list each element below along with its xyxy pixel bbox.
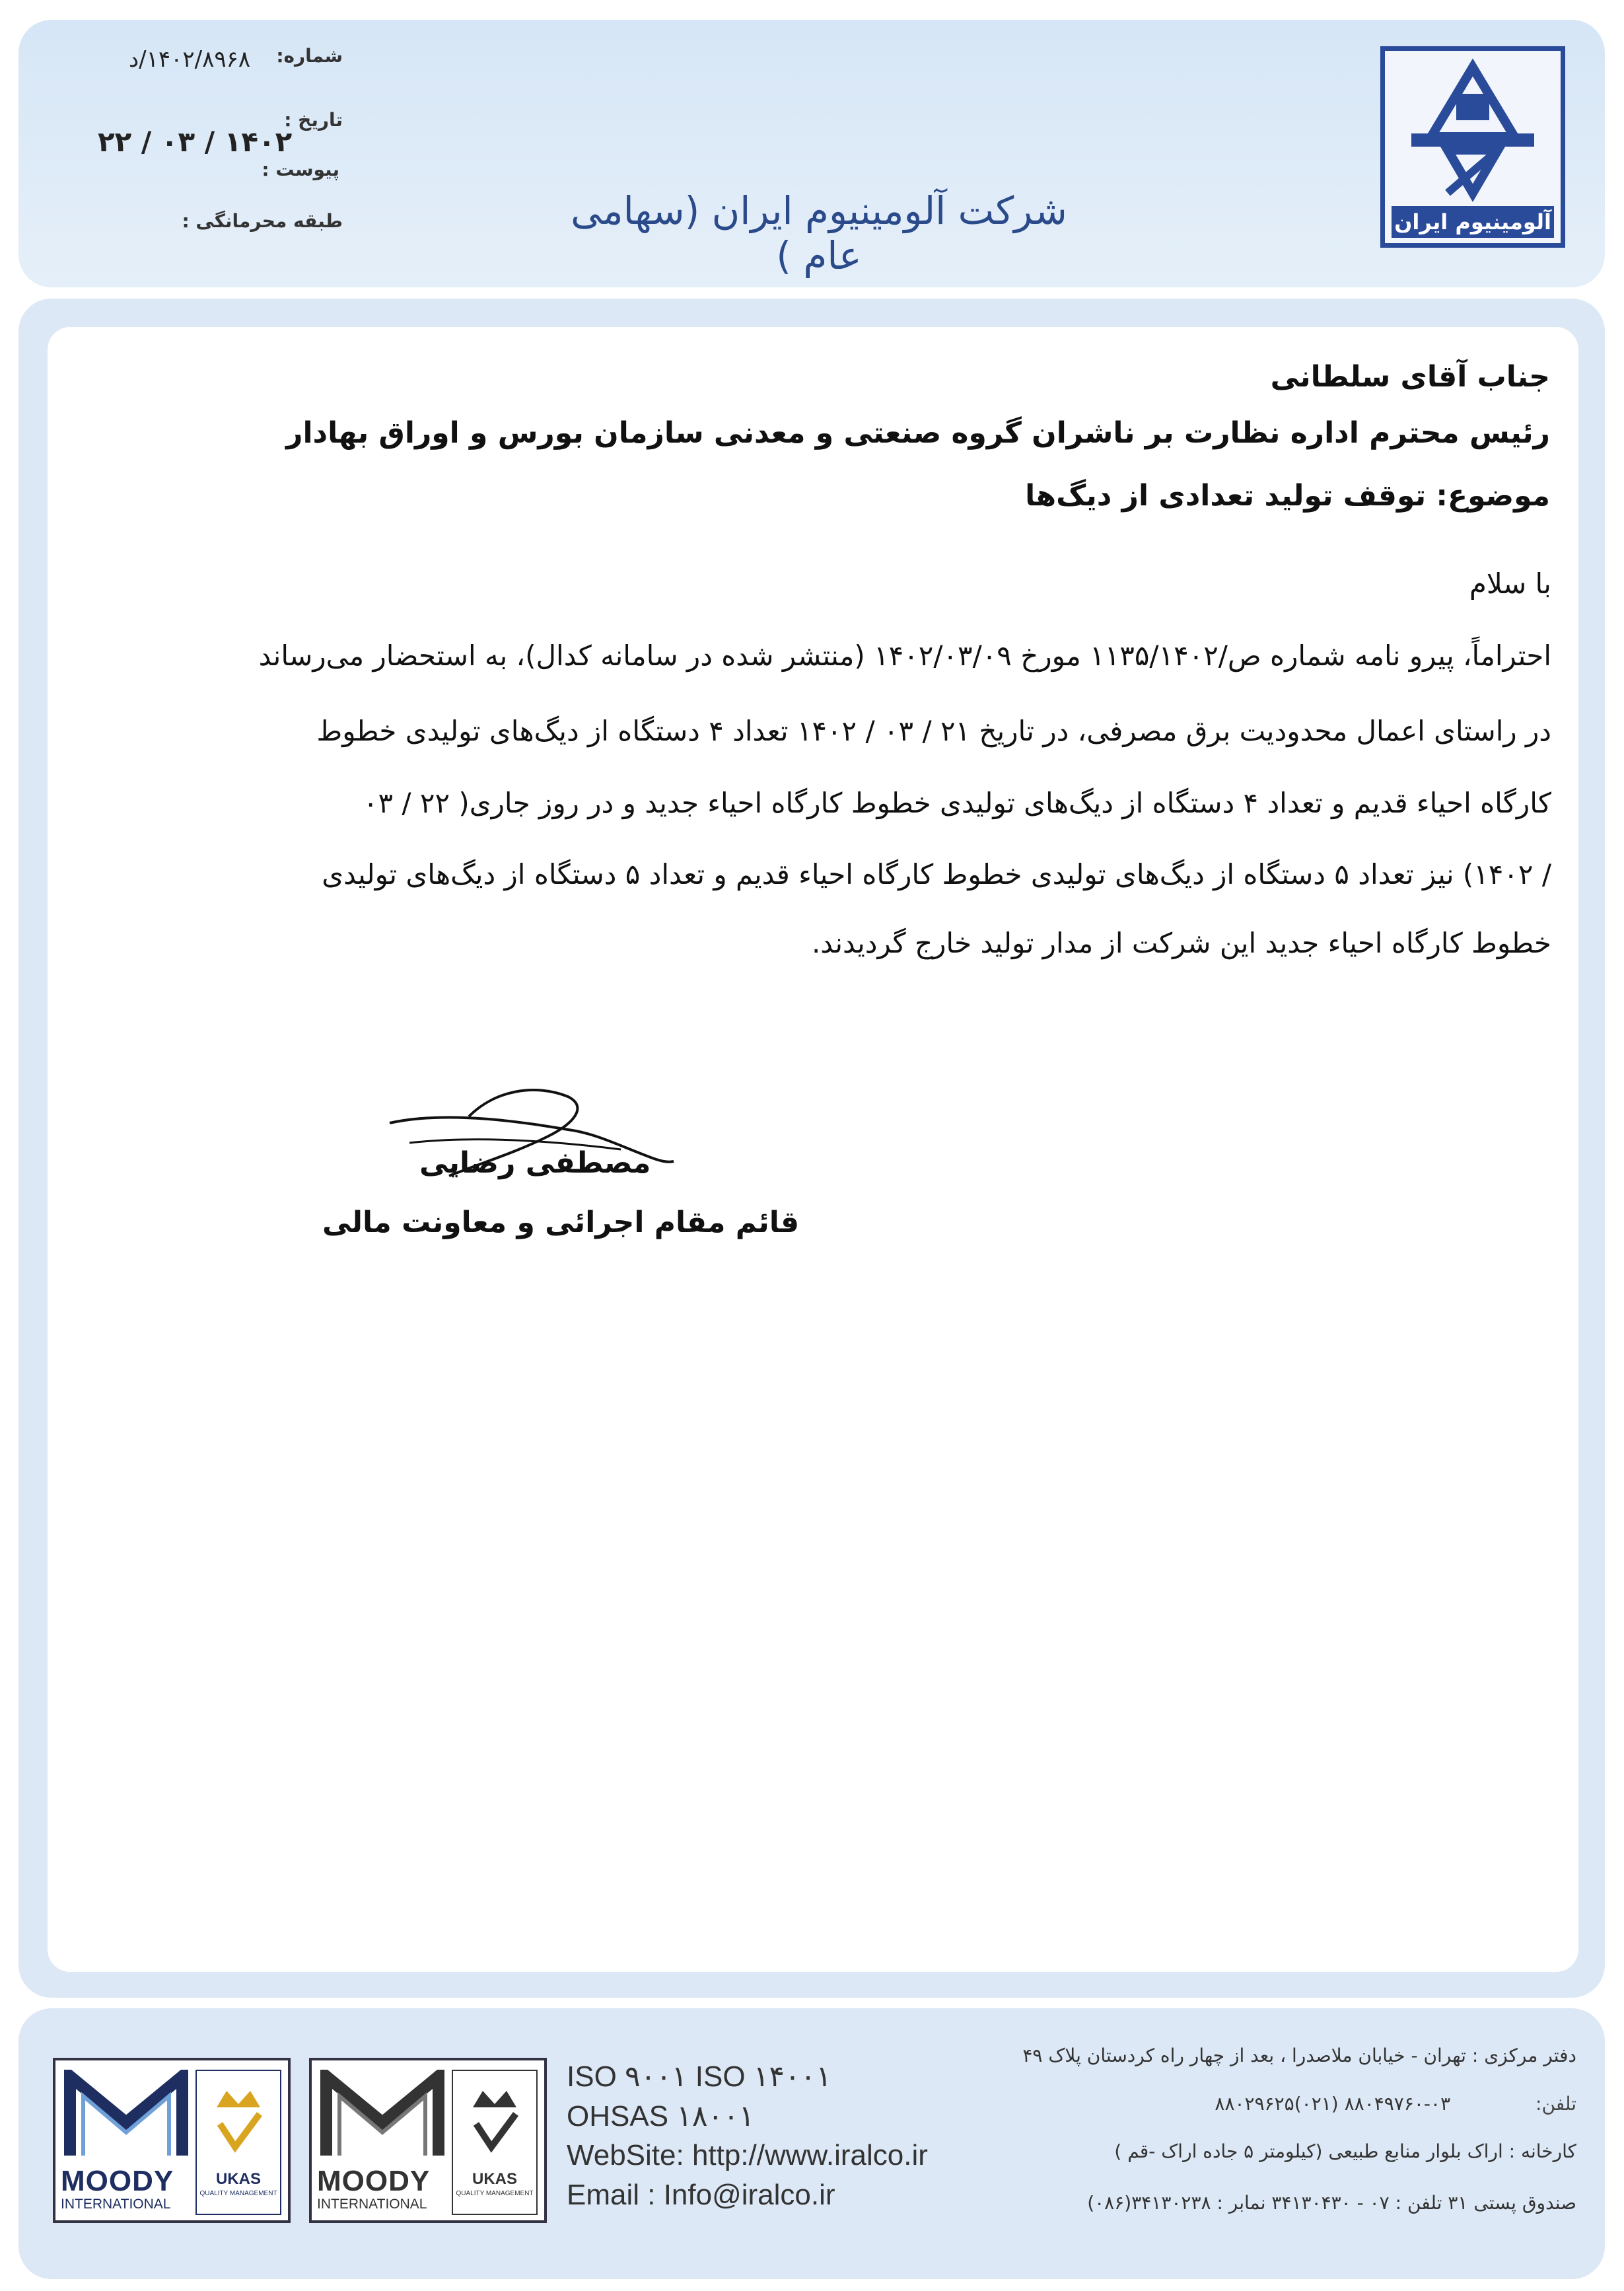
- body-line: کارگاه احیاء قدیم و تعداد ۴ دستگاه از دیگ‌های تولیدی خطوط کارگاه احیاء جدید و در روز جاری( ۲۲ / ۰۳: [363, 787, 1551, 819]
- company-logo: [1380, 46, 1565, 248]
- signer-title: قائم مقام اجرائی و معاونت مالی: [322, 1206, 800, 1239]
- ohsas-certification: OHSAS ۱۸۰۰۱: [567, 2100, 755, 2132]
- moody-m-icon: [63, 2070, 189, 2162]
- cert-brand: MOODY: [61, 2165, 174, 2197]
- cert-brand: MOODY: [317, 2165, 431, 2197]
- logo-caption: آلومینیوم ایران: [1392, 206, 1554, 238]
- ukas-mark: UKAS QUALITY MANAGEMENT: [452, 2070, 538, 2215]
- certificate-badge: [53, 2058, 291, 2223]
- moody-m-icon: [320, 2070, 445, 2162]
- iso-certifications: ISO ۹۰۰۱ ISO ۱۴۰۰۱: [567, 2060, 831, 2093]
- letter-body: [48, 327, 1578, 1972]
- body-line: احتراماً، پیرو نامه شماره ص/۱۱۳۵/۱۴۰۲ مورخ ۱۴۰۲/۰۳/۰۹ (منتشر شده در سامانه کدال)، به استحضار می‌رساند: [258, 639, 1551, 672]
- letter-subject: موضوع: توقف تولید تعدادی از دیگ‌ها: [1025, 479, 1550, 513]
- office-phone: تلفن: ۰۳-۸۸۰۴۹۷۶۰ (۰۲۱)۸۸۰۲۹۶۲۵: [1215, 2093, 1576, 2115]
- factory-address: کارخانه : اراک بلوار منابع طبیعی (کیلومتر ۵ جاده اراک -قم ): [1114, 2140, 1576, 2162]
- body-line: خطوط کارگاه احیاء جدید این شرکت از مدار تولید خارج گردیدند.: [811, 927, 1551, 959]
- crown-check-icon: [466, 2084, 523, 2164]
- greeting: با سلام: [1469, 567, 1551, 600]
- body-line: در راستای اعمال محدودیت برق مصرفی، در تاریخ ۲۱ / ۰۳ / ۱۴۰۲ تعداد ۴ دستگاه از دیگ‌های تولیدی خطوط: [316, 715, 1551, 747]
- factory-contact: صندوق پستی ۳۱ تلفن : ۰۷ - ۳۴۱۳۰۴۳۰ نمابر : ۳۴۱۳۰۲۳۸(۰۸۶): [1087, 2192, 1576, 2214]
- addressee-title: رئیس محترم اداره نظارت بر ناشران گروه صنعتی و معدنی سازمان بورس و اوراق بهادار: [286, 416, 1550, 450]
- crown-check-icon: [210, 2084, 267, 2164]
- addressee: جناب آقای سلطانی: [1270, 360, 1550, 394]
- email-link[interactable]: Email : Info@iralco.ir: [567, 2179, 835, 2211]
- body-line: / ۱۴۰۲) نیز تعداد ۵ دستگاه از دیگ‌های تولیدی خطوط کارگاه احیاء قدیم و تعداد ۵ دستگاه از دیگ‌های تولیدی: [322, 858, 1551, 891]
- classification-label: طبقه محرمانگی :: [182, 210, 343, 232]
- company-name: شرکت آلومینیوم ایران (سهامی عام ): [571, 188, 1067, 278]
- logo-emblem-icon: [1385, 51, 1561, 209]
- office-address: دفتر مرکزی : تهران - خیابان ملاصدرا ، بعد از چهار راه کردستان پلاک ۴۹: [1022, 2045, 1576, 2066]
- number-label: شماره:: [276, 45, 343, 67]
- ukas-mark: UKAS QUALITY MANAGEMENT: [195, 2070, 281, 2215]
- cert-sub: INTERNATIONAL: [317, 2197, 427, 2212]
- attachment-label: پیوست :: [262, 159, 339, 180]
- cert-sub: INTERNATIONAL: [61, 2197, 171, 2212]
- website-link[interactable]: WebSite: http://www.iralco.ir: [567, 2139, 928, 2171]
- signer-name: مصطفی رضایی: [419, 1146, 651, 1180]
- number-value: ۱۴۰۲/۸۹۶۸/د: [129, 46, 251, 73]
- certificate-badge: [309, 2058, 547, 2223]
- date-value: ۱۴۰۲ / ۰۳ / ۲۲: [98, 126, 293, 158]
- date-label: تاریخ :: [284, 109, 343, 131]
